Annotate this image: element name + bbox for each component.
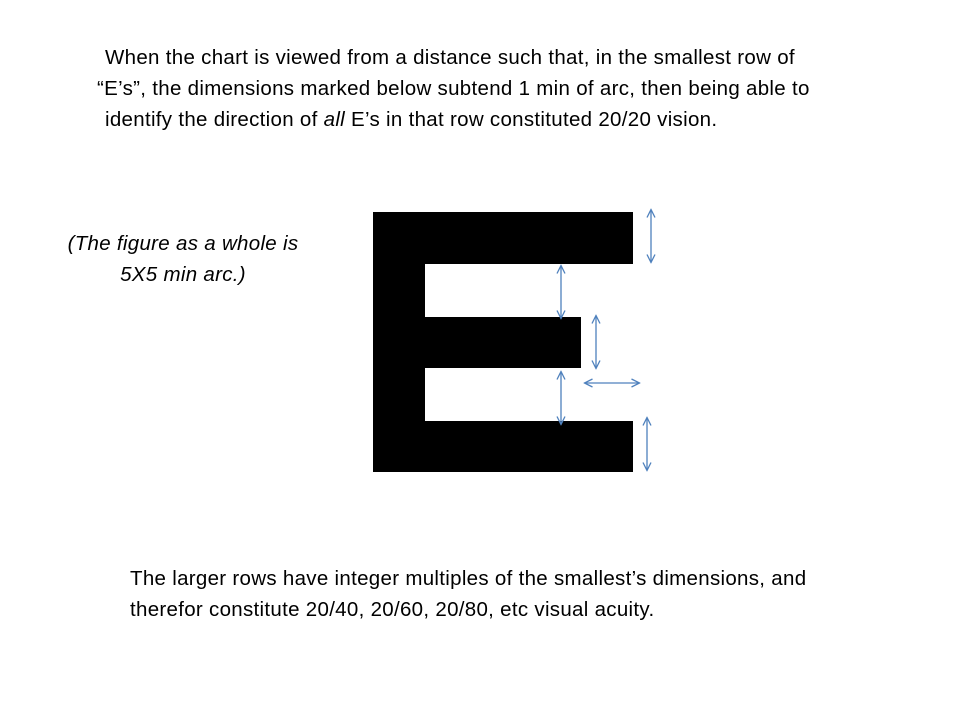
intro-line-3-end: E’s in that row constituted 20/20 vision. — [345, 108, 718, 131]
figure-size-note-line-2: 5X5 min arc.) — [120, 263, 246, 286]
conclusion-line-1: The larger rows have integer multiples of the smallest’s dimensions, and — [130, 567, 807, 590]
intro-line-3-start: identify the direction of — [105, 108, 324, 131]
intro-line-1: When the chart is viewed from a distance such that, in the smallest row of — [105, 46, 795, 69]
snellen-letter-e — [373, 212, 633, 472]
conclusion-line-2: therefor constitute 20/40, 20/60, 20/80, etc visual acuity. — [130, 598, 655, 621]
intro-line-2: “E’s”, the dimensions marked below subtend 1 min of arc, then being able to — [97, 77, 810, 100]
conclusion-paragraph — [130, 563, 890, 625]
emphasis-all: all — [323, 108, 346, 131]
figure-size-note-line-1: (The figure as a whole is — [67, 232, 299, 255]
